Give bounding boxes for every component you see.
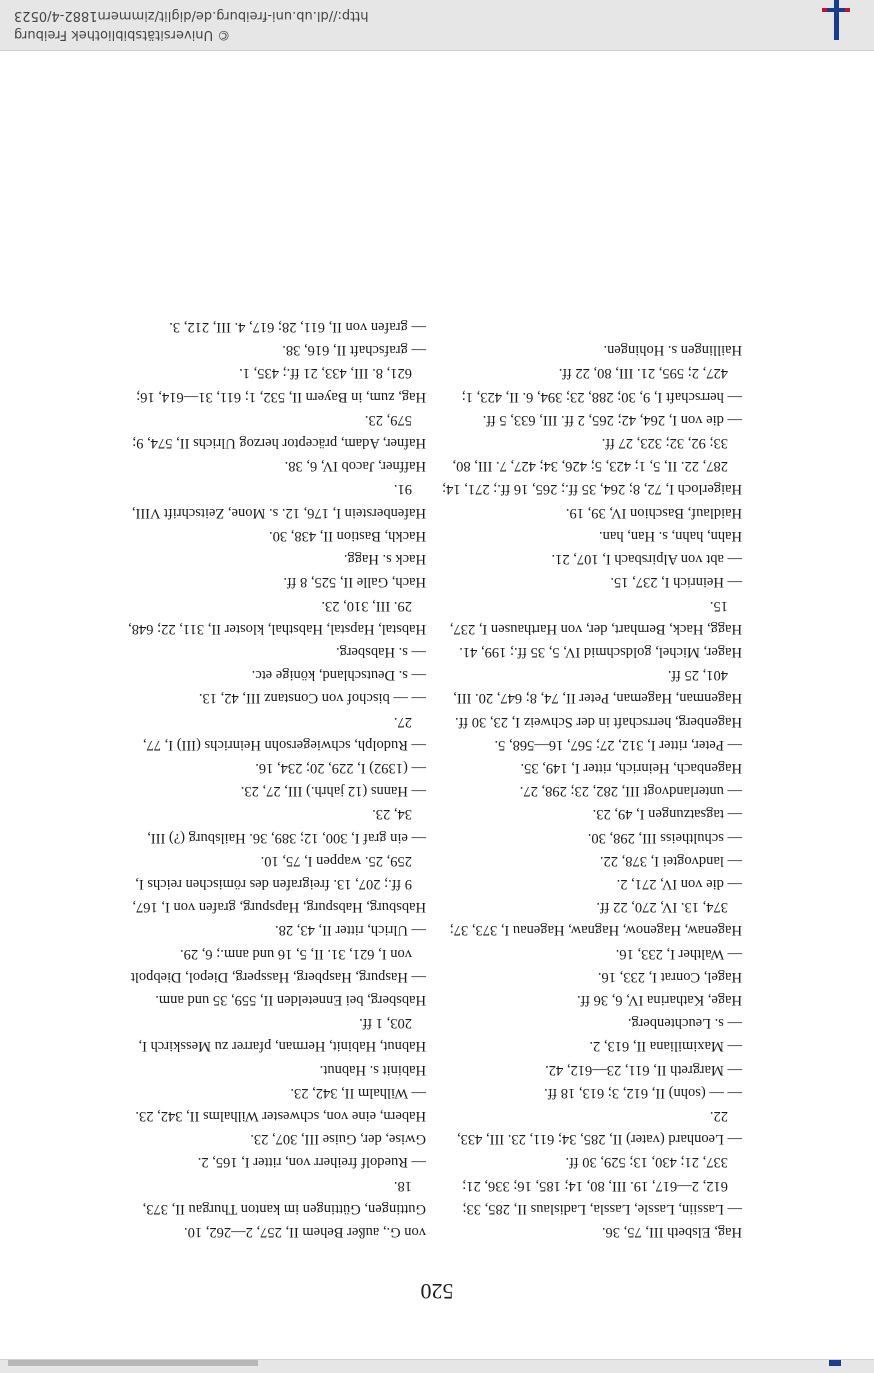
index-column-right: [126, 315, 426, 1243]
index-entry: Haffner, Jacob IV, 6, 38.: [284, 458, 426, 475]
index-entry: Haidlauf, Baschion IV, 39, 19.: [565, 504, 742, 521]
index-entry: — s. Leuchtenberg.: [627, 1015, 742, 1032]
index-entry: Hackh, Bastion II, 438, 30.: [268, 527, 426, 544]
index-entry: Hage, Katharina IV, 6, 36 ff.: [577, 991, 742, 1008]
index-entry: Hag, Elsbeth III, 75, 36.: [601, 1224, 742, 1240]
index-entry: — Maximiliana II, 613, 2.: [589, 1038, 742, 1055]
index-entry: Hahn, hahn, s. Han, han.: [599, 527, 742, 544]
index-entry: — ein graf I, 300, 12; 389, 36. Hailsburg (?) III, 34, 23.: [147, 806, 426, 846]
index-entry: — unterlandvogt III, 282, 23; 298, 27.: [519, 783, 742, 800]
index-entry: — Hanns (12 jahrh.) III, 27, 23.: [240, 783, 426, 800]
index-entry: Guttingen, Güttingen im kanton Thurgau II, 373, 18.: [142, 1177, 426, 1217]
index-entry: Gwise, der, Guise III, 307, 23.: [250, 1131, 426, 1148]
index-entry: — Ruedolf freiherr von, ritter I, 165, 2.: [197, 1154, 426, 1171]
page-url[interactable]: http://dl.ub.uni-freiburg.de/diglit/zimmern1882-4/0523: [14, 8, 369, 23]
index-entry: — landvogtei I, 378, 22.: [599, 852, 742, 869]
index-entry: — Peter, ritter I, 312, 27; 567, 16—568, 5.: [494, 736, 742, 753]
index-entry: Hagenbach, Heinrich, ritter I, 149, 35.: [520, 759, 742, 776]
index-entry: Hag, zum, in Bayern II, 532, 1; 611, 31—614, 16; 621, 8. III, 433, 21 ff.; 435, 1.: [136, 365, 426, 405]
index-entry: Hager, Michel, goldschmid IV, 5, 35 ff.; 199, 41.: [459, 643, 742, 660]
page-number: 520: [420, 1279, 454, 1304]
index-entry: Habsberg, bei Ennetelden II, 559, 35 und anm.: [155, 991, 426, 1008]
index-entry: — die von I, 264, 42; 265, 2 ff. III, 633, 5 ff.: [482, 411, 742, 428]
index-entry: — grafen von II, 611, 28; 617, 4. III, 212, 3.: [169, 319, 426, 336]
scanned-page: [0, 51, 874, 1359]
index-entry: Hack s. Hagg.: [343, 551, 426, 568]
index-entry: — tagsatzungen I, 49, 23.: [592, 806, 742, 823]
index-entry: — Margreth II, 611, 23—612, 42.: [545, 1061, 742, 1078]
index-entry: Haillingen s. Hohingen.: [603, 342, 742, 359]
index-entry: — — bischof von Constanz III, 42, 13.: [198, 690, 426, 707]
index-entry: Hach, Galle II, 525, 8 ff.: [283, 574, 426, 591]
index-entry: — s. Deutschland, könige etc.: [251, 667, 426, 684]
university-logo-icon: [818, 0, 854, 40]
index-entry: — Wilhalm II, 342, 23.: [290, 1084, 426, 1101]
index-column-left: [442, 338, 742, 1243]
index-entry: — die von IV, 271, 2.: [616, 875, 742, 892]
index-entry: von G., außer Behem II, 257, 2—262, 10.: [183, 1224, 426, 1240]
index-entry: Hafner, Adam, präceptor herzog Ulrichs II, 574, 9; 579, 23.: [132, 411, 426, 452]
index-entry: Hafenberstein I, 176, 12. s. Mone, Zeitschrift VIII, 91.: [131, 481, 426, 521]
index-entry: — Lassiin, Lassle, Lassla, Ladislaus II, 285, 33; 612, 2—617, 19. III, 80, 14; 185, 16; 336, 21; 337, 21; 430, 13; 529, 30 ff.: [462, 1154, 742, 1217]
index-entry: Hagenaw, Hagenow, Hagnaw, Hagenau I, 373, 37; 374, 13. IV, 270, 22 ff.: [449, 899, 742, 939]
index-entry: Hagg, Hack, Bernhart, der, von Harthausen I, 237, 15.: [449, 597, 742, 637]
viewer-info: [8, 0, 448, 50]
index-entry: Haigerloch I, 72, 8; 264, 35 ff.; 265, 16 ff.; 271, 14; 287, 22. II, 5, 1; 423, 5; 426, 34; 427, 7. III, 80, 33; 92, 32; 323, 27 ff.: [442, 435, 742, 498]
index-entry: Habnut, Habinit, Herman, pfarrer zu Messkirch I, 203, 1 ff.: [138, 1015, 426, 1055]
index-entry: — (1392) I, 229, 20; 234, 16.: [255, 759, 426, 776]
index-entry: Habinit s. Habnut.: [319, 1061, 426, 1078]
index-entry: — herrschaft I, 9, 30; 288, 23; 394, 6. II, 423, 1; 427, 2; 595, 21. III, 80, 22 ff.: [461, 365, 742, 405]
index-entry: — Haspurg, Haspberg, Hassperg, Diepol, Diebpolt von I, 621, 31. II, 5, 16 und anm.; 6, 29.: [130, 945, 426, 985]
index-entry: Hagenberg, herrschaft in der Schweiz I, 23, 30 ff.: [455, 713, 742, 730]
index-entry: Hagel, Conrat I, 233, 16.: [597, 968, 742, 985]
index-entry: — s. Habsberg.: [336, 643, 426, 660]
index-entry: — Leonhard (vater) II, 285, 34; 611, 23. III, 433, 22.: [457, 1107, 742, 1148]
index-entry: — schultheiss III, 298, 30.: [587, 829, 742, 846]
library-credit: © Universitätsbibliothek Freiburg: [14, 27, 231, 42]
viewer-top-bar: [0, 0, 874, 51]
index-entry: Hagenman, Hageman, Peter II, 74, 8; 647, 20. III, 401, 25 ff.: [453, 667, 742, 707]
index-entry: — — (sohn) II, 612, 3; 613, 18 ff.: [544, 1084, 742, 1101]
index-entry: Habern, eine von, schwester Wilhalms II, 342, 23.: [135, 1107, 426, 1124]
index-entry: Habstal, Hapstal, Habsthal, kloster II, 311, 22; 648, 29. III, 310, 23.: [128, 597, 426, 637]
index-entry: — grafschaft II, 616, 38.: [282, 342, 426, 359]
index-entry: — Ulrich, ritter II, 43, 28.: [274, 922, 426, 939]
index-entry: — Walther I, 233, 16.: [615, 945, 742, 962]
index-entry: — Rudolph, schwiegersohn Heinrichs (III) I, 77, 27.: [142, 713, 426, 753]
viewer-bottom-bar: [0, 1359, 874, 1373]
index-entry: — abt von Alpirsbach I, 107, 21.: [551, 551, 742, 568]
index-entry: — Heinrich I, 237, 15.: [610, 574, 742, 591]
index-entry: Habsburg, Habspurg, Hapspurg, grafen von I, 167, 9 ff.; 207, 13. freigrafen des römischen reichs I, 259, 25. wappen I, 75, 10.: [132, 852, 426, 916]
